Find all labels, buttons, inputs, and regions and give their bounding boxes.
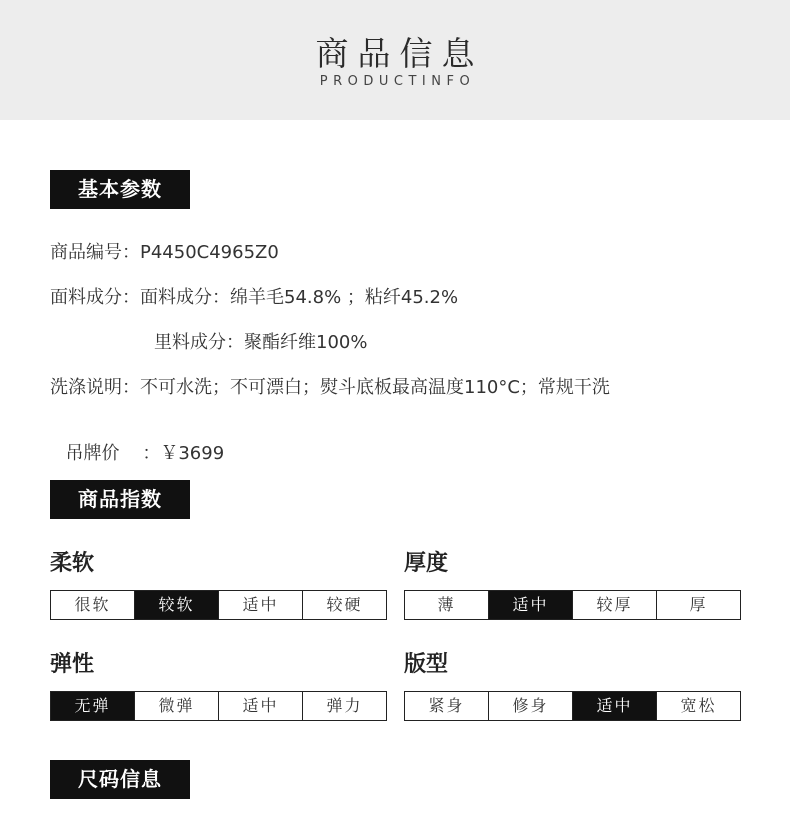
section-label-index: 商品指数	[50, 480, 190, 519]
page-title: 商品信息	[315, 34, 484, 73]
page-subtitle: PRODUCTINFO	[319, 74, 476, 89]
section-label-basic: 基本参数	[50, 170, 190, 209]
index-option: 较软	[135, 591, 219, 619]
index-option: 较硬	[326, 595, 363, 614]
param-value: ￥3699	[160, 443, 225, 464]
index-option: 紧身	[405, 692, 489, 720]
index-option: 适中	[219, 591, 303, 619]
page-header	[0, 0, 790, 120]
param-key: 洗涤说明：	[50, 377, 140, 398]
param-value: P4450C4965Z0	[140, 242, 279, 263]
param-row-sku	[50, 238, 279, 264]
index-option: 微弹	[135, 692, 219, 720]
index-option: 弹力	[326, 696, 363, 715]
index-title-elasticity: 弹性	[50, 652, 95, 677]
index-bar-fit	[404, 691, 741, 721]
param-value: 面料成分：绵羊毛54.8% ；粘纤45.2%	[140, 287, 459, 308]
index-title-fit: 版型	[404, 652, 449, 677]
param-row-price	[54, 418, 224, 465]
param-value: 不可水洗；不可漂白；熨斗底板最高温度110°C；常规干洗	[140, 377, 610, 398]
param-value: 里料成分：聚酯纤维100%	[154, 332, 368, 353]
param-row-fabric	[50, 283, 458, 309]
index-option: 无弹	[51, 692, 135, 720]
index-title-softness: 柔软	[50, 551, 95, 576]
index-option: 修身	[489, 692, 573, 720]
index-title-thickness: 厚度	[404, 551, 449, 576]
index-option: 适中	[573, 692, 657, 720]
index-option: 很软	[51, 591, 135, 619]
param-row-wash	[50, 373, 610, 399]
index-option: 适中	[489, 591, 573, 619]
section-label-size: 尺码信息	[50, 760, 190, 799]
index-option: 适中	[219, 692, 303, 720]
index-bar-elasticity	[50, 691, 387, 721]
index-option: 薄	[405, 591, 489, 619]
param-key: 面料成分：	[50, 287, 140, 308]
param-key: 商品编号：	[50, 242, 140, 263]
index-option: 厚	[689, 595, 708, 614]
param-key: 吊牌价 ：	[65, 443, 161, 464]
index-option: 宽松	[680, 696, 717, 715]
index-bar-softness	[50, 590, 387, 620]
param-row-lining	[154, 328, 367, 354]
index-option: 较厚	[573, 591, 657, 619]
index-bar-thickness	[404, 590, 741, 620]
